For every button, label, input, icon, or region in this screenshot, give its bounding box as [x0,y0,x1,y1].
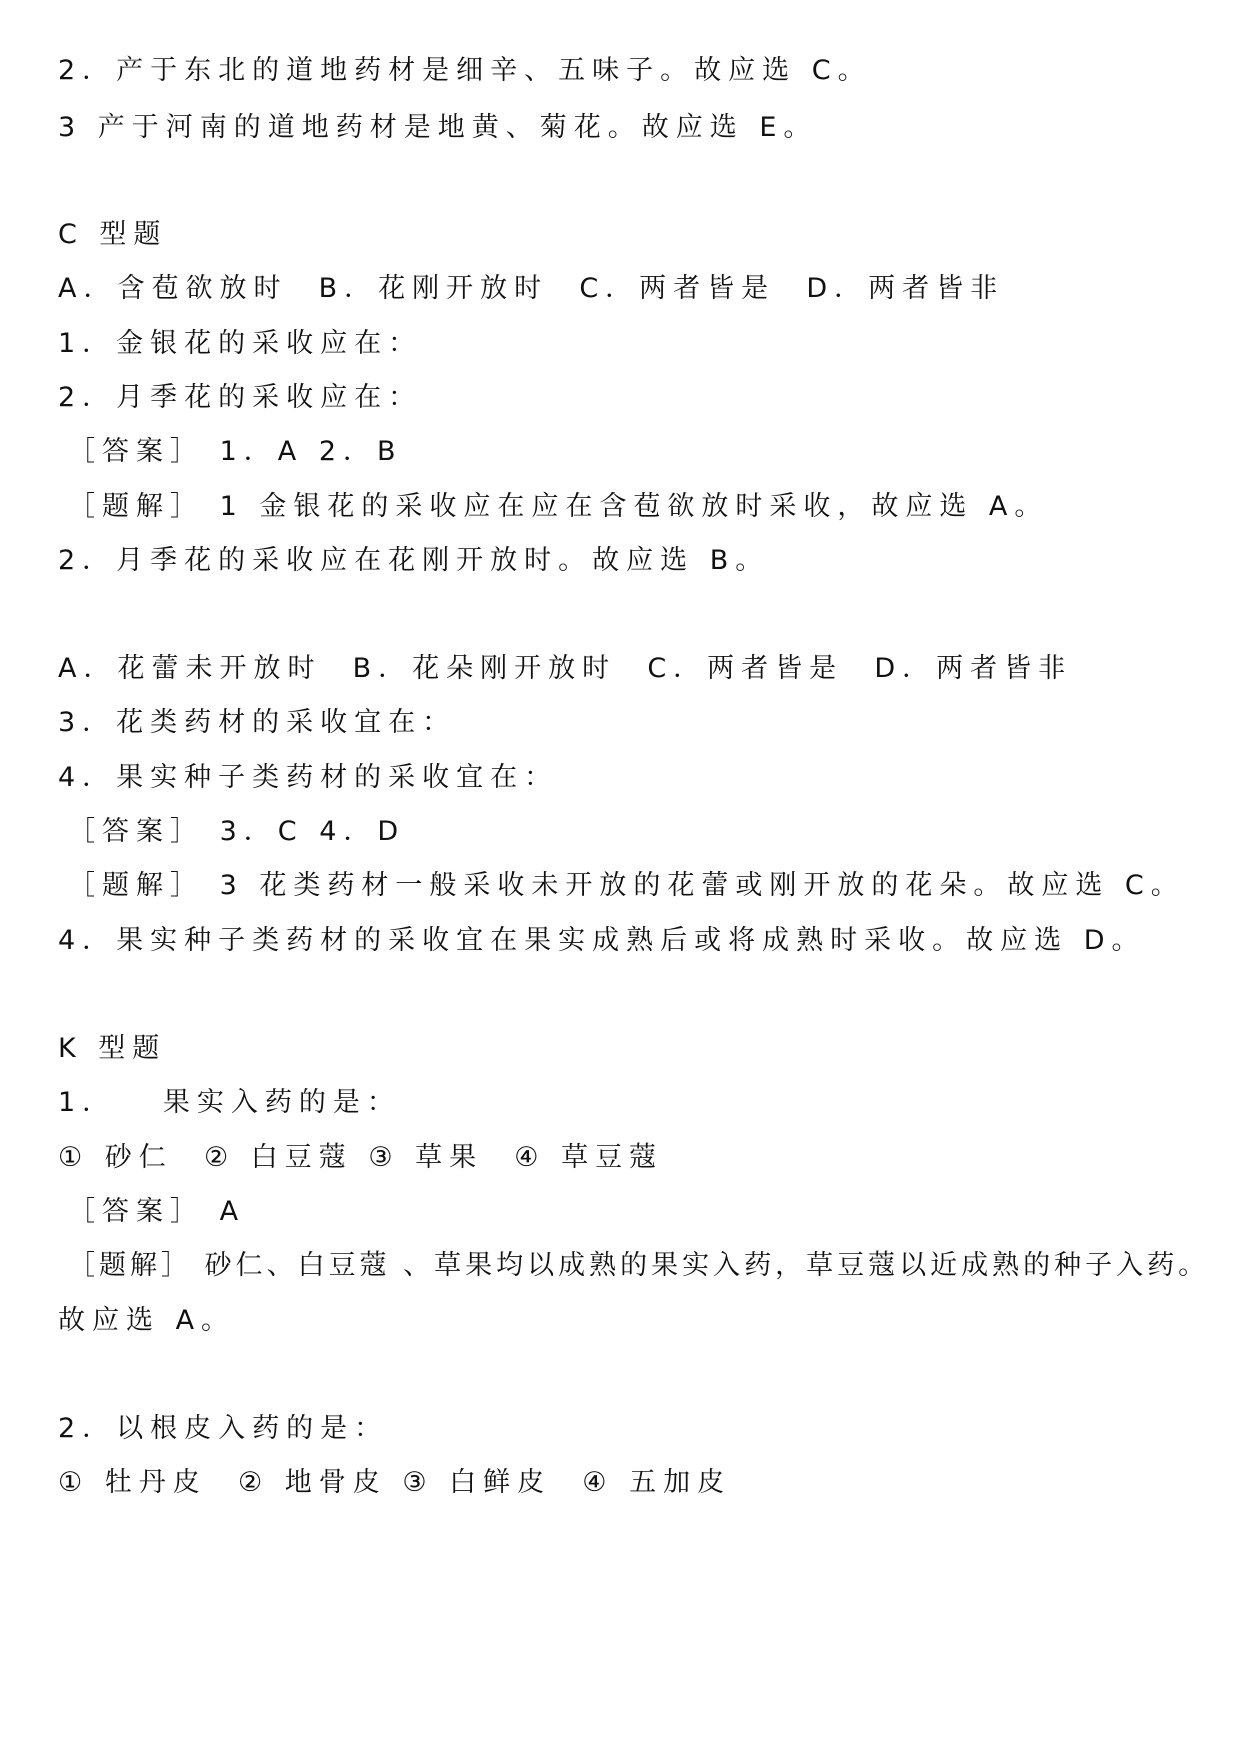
explanation-line: ［题解］ 3 花类药材一般采收未开放的花蕾或刚开放的花朵。故应选 C。 [68,870,1185,901]
explanation-line: ［题解］ 1 金银花的采收应在应在含苞欲放时采收，故应选 A。 [68,491,1049,522]
question-line: 1．金银花的采收应在： [58,328,423,359]
answer-line: ［答案］ A [68,1196,246,1227]
question-line: 2．月季花的采收应在： [58,382,423,413]
text-line: 2．产于东北的道地药材是细辛、五味子。故应选 C。 [58,55,872,86]
text-line: 3 产于河南的道地药材是地黄、菊花。故应选 E。 [58,112,818,143]
answer-line: ［答案］ 3．C 4．D [68,816,406,847]
question-line: 4．果实种子类药材的采收宜在： [58,762,559,793]
question-line: 3．花类药材的采收宜在： [58,707,457,738]
explanation-line: 故应选 A。 [58,1305,236,1336]
explanation-line: 4．果实种子类药材的采收宜在果实成熟后或将成熟时采收。故应选 D。 [58,925,1146,956]
section-heading: K 型题 [58,1033,167,1064]
question-line: 2．以根皮入药的是： [58,1413,389,1444]
section-heading: C 型题 [58,219,168,250]
options-line: ① 牡丹皮 ② 地骨皮 ③ 白鲜皮 ④ 五加皮 [58,1467,732,1498]
options-line: A．花蕾未开放时 B．花朵刚开放时 C．两者皆是 D．两者皆非 [58,653,1073,684]
question-line: 1． 果实入药的是： [58,1087,401,1118]
answer-line: ［答案］ 1．A 2．B [68,436,403,467]
explanation-line: 2．月季花的采收应在花刚开放时。故应选 B。 [58,545,770,576]
options-line: A．含苞欲放时 B．花刚开放时 C．两者皆是 D．两者皆非 [58,273,1005,304]
explanation-line: ［题解］ 砂仁、白豆蔻 、草果均以成熟的果实入药，草豆蔻以近成熟的种子入药。 [68,1250,1210,1281]
options-line: ① 砂仁 ② 白豆蔻 ③ 草果 ④ 草豆蔻 [58,1142,664,1173]
